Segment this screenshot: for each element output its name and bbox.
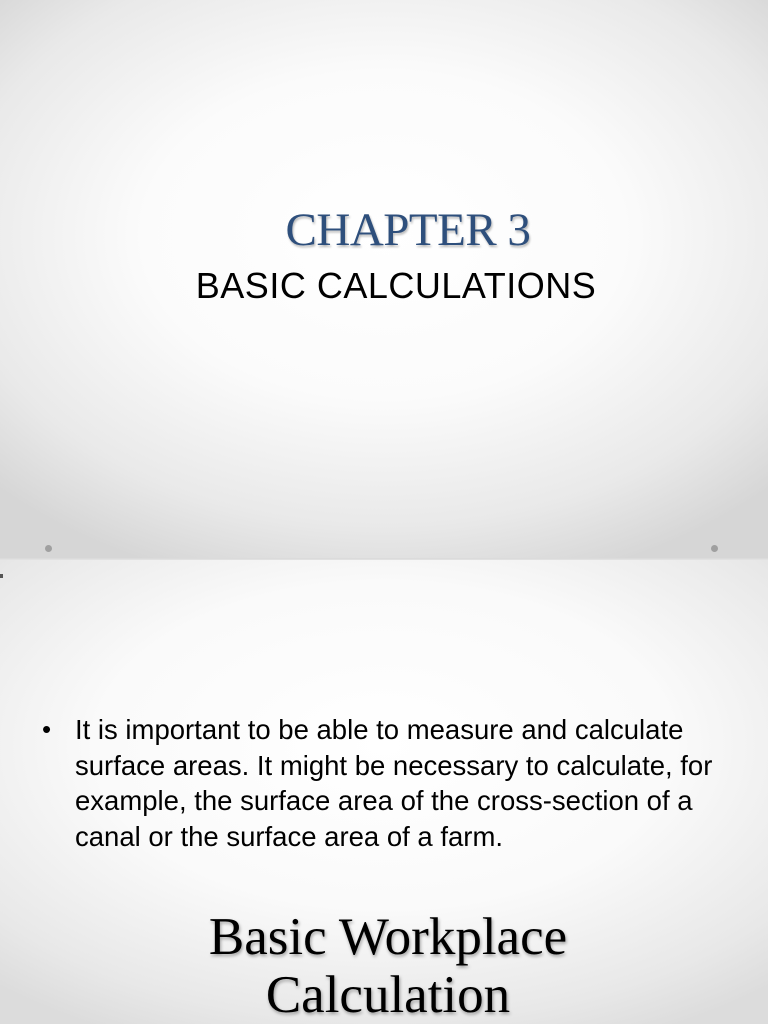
bullet-text: It is important to be able to measure and calculate surface areas. It might be necessary to calculate, for example, the surface area of the cross-section of a canal or the surface area of a farm.: [75, 714, 713, 852]
chapter-title: CHAPTER 3: [285, 204, 531, 256]
bullet-list: [42, 712, 732, 854]
navigation-dot-icon: [711, 545, 718, 552]
navigation-dot-icon: [45, 545, 52, 552]
chapter-subtitle: BASIC CALCULATIONS: [195, 265, 597, 306]
workplace-heading: [0, 908, 768, 1024]
edge-mark: [0, 574, 3, 578]
workplace-heading-line-2: Calculation: [265, 966, 511, 1024]
bullet-item: [42, 712, 732, 854]
workplace-heading-line-1: Basic Workplace: [208, 908, 568, 966]
bullet-icon: •: [42, 714, 52, 744]
